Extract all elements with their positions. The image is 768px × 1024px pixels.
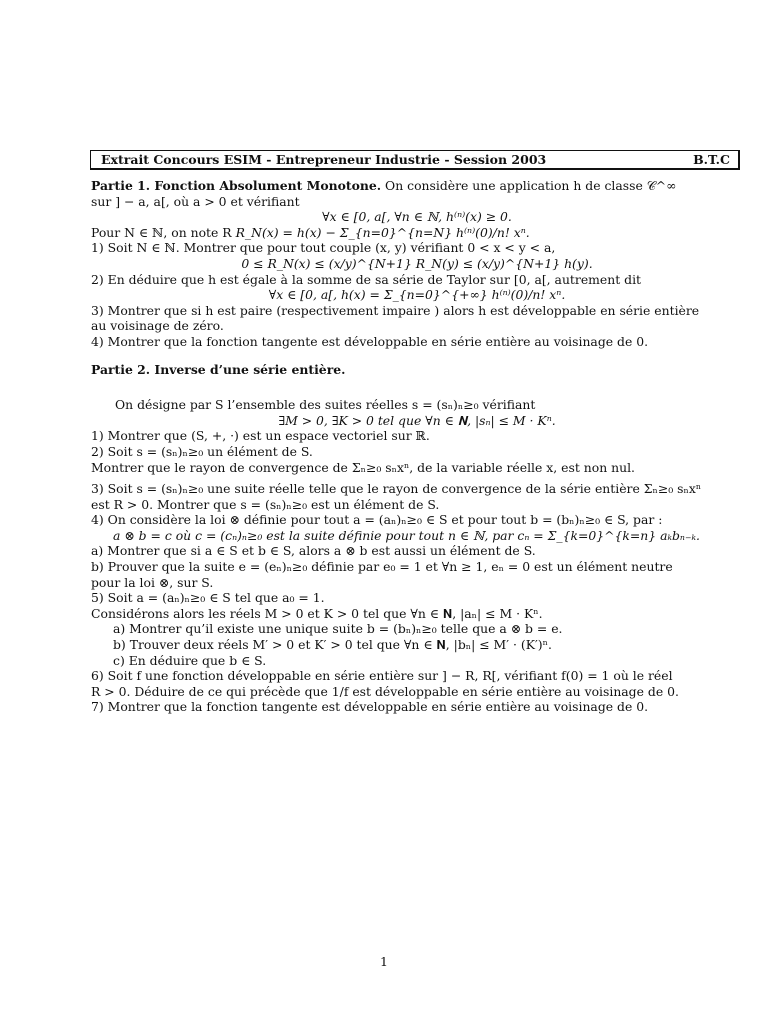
part1-q2: 2) En déduire que h est égale à la somme de sa série de Taylor sur [0, a[, autrement dit	[91, 271, 642, 287]
part2-q5b: Considérons alors les réels M > 0 et K > 0 tel que ∀n ∈ 𝐍, |aₙ| ≤ M · Kⁿ.	[91, 605, 543, 621]
part2-q6b: R > 0. Déduire de ce qui précède que 1/f est développable en série entière au voisinage de 0.	[91, 683, 679, 699]
part2-eq1: ∃M > 0, ∃K > 0 tel que ∀n ∈ 𝐍, |sₙ| ≤ M · Kⁿ.	[278, 412, 556, 428]
part1-q3b: au voisinage de zéro.	[91, 318, 224, 334]
part1-eq1: ∀x ∈ [0, a[, ∀n ∈ ℕ, h⁽ⁿ⁾(x) ≥ 0.	[322, 209, 512, 225]
part2-qb2: pour la loi ⊗, sur S.	[91, 574, 214, 590]
header-title: Extrait Concours ESIM - Entrepreneur Industrie - Session 2003	[101, 152, 547, 167]
part1-q1: 1) Soit N ∈ ℕ. Montrer que pour tout couple (x, y) vérifiant 0 < x < y < a,	[91, 240, 556, 256]
part2-q5bb: b) Trouver deux réels M′ > 0 et K′ > 0 tel que ∀n ∈ 𝐍, |bₙ| ≤ M′ · (K′)ⁿ.	[113, 637, 552, 653]
part2-q3b: est R > 0. Montrer que s = (sₙ)ₙ≥₀ est un élément de S.	[91, 496, 440, 512]
part2-q7: 7) Montrer que la fonction tangente est développable en série entière au voisinage de 0.	[91, 699, 649, 715]
part2-q2b: Montrer que le rayon de convergence de Σₙ≥₀ sₙxⁿ, de la variable réelle x, est non nul.	[91, 459, 635, 475]
part2-eq2: a ⊗ b = c où c = (cₙ)ₙ≥₀ est la suite définie pour tout n ∈ ℕ, par cₙ = Σ_{k=0}^{k=n} aₖbₙ₋ₖ.	[113, 527, 700, 543]
exam-content	[91, 178, 743, 715]
part1-definition	[91, 225, 743, 241]
part1-intro-b: sur ] − a, a[, où a > 0 et vérifiant	[91, 193, 300, 209]
part1-def-prefix: Pour N ∈ ℕ, on note R	[91, 224, 232, 240]
part2-q5bc: c) En déduire que b ∈ S.	[113, 652, 267, 668]
part2-q5ba: a) Montrer qu’il existe une unique suite b = (bₙ)ₙ≥₀ telle que a ⊗ b = e.	[113, 621, 563, 637]
part1-heading: Partie 1. Fonction Absolument Monotone.	[91, 178, 382, 193]
part1-q4: 4) Montrer que la fonction tangente est développable en série entière au voisinage de 0.	[91, 333, 649, 349]
part1-eq3: ∀x ∈ [0, a[, h(x) = Σ_{n=0}^{+∞} h⁽ⁿ⁾(0)/n! xⁿ.	[268, 287, 566, 303]
part2-qb: b) Prouver que la suite e = (eₙ)ₙ≥₀ définie par e₀ = 1 et ∀n ≥ 1, eₙ = 0 est un élément neutre	[91, 559, 673, 575]
part2-q4: 4) On considère la loi ⊗ définie pour tout a = (aₙ)ₙ≥₀ ∈ S et pour tout b = (bₙ)ₙ≥₀ ∈ S, par :	[91, 512, 663, 528]
part1-q3a: 3) Montrer que si h est paire (respectivement impaire ) alors h est développable en série entière	[91, 302, 700, 318]
part2-q5: 5) Soit a = (aₙ)ₙ≥₀ ∈ S tel que a₀ = 1.	[91, 590, 325, 606]
part2-q1: 1) Montrer que (S, +, ·) est un espace vectoriel sur ℝ.	[91, 428, 430, 444]
part2-heading: Partie 2. Inverse d’une série entière.	[91, 361, 346, 377]
part1-eq2: 0 ≤ R_N(x) ≤ (x/y)^{N+1} R_N(y) ≤ (x/y)^{N+1} h(y).	[241, 255, 593, 271]
page-number: 1	[380, 954, 388, 969]
part2-q3: 3) Soit s = (sₙ)ₙ≥₀ une suite réelle telle que le rayon de convergence de la série entière Σₙ≥₀ sₙxⁿ	[91, 481, 702, 497]
part1-intro-line	[91, 178, 743, 194]
part1-intro-a: On considère une application h de classe 𝒞^∞	[385, 178, 677, 193]
part1-def-formula: R_N(x) = h(x) − Σ_{n=0}^{n=N} h⁽ⁿ⁾(0)/n! xⁿ.	[235, 224, 530, 240]
header-box	[90, 150, 740, 170]
header-code: B.T.C	[693, 152, 730, 167]
part2-q2: 2) Soit s = (sₙ)ₙ≥₀ un élément de S.	[91, 443, 313, 459]
part2-intro: On désigne par S l’ensemble des suites réelles s = (sₙ)ₙ≥₀ vérifiant	[115, 397, 536, 413]
part2-q6: 6) Soit f une fonction développable en série entière sur ] − R, R[, vérifiant f(0) = 1 où le réel	[91, 668, 673, 684]
part2-qa: a) Montrer que si a ∈ S et b ∈ S, alors a ⊗ b est aussi un élément de S.	[91, 543, 536, 559]
